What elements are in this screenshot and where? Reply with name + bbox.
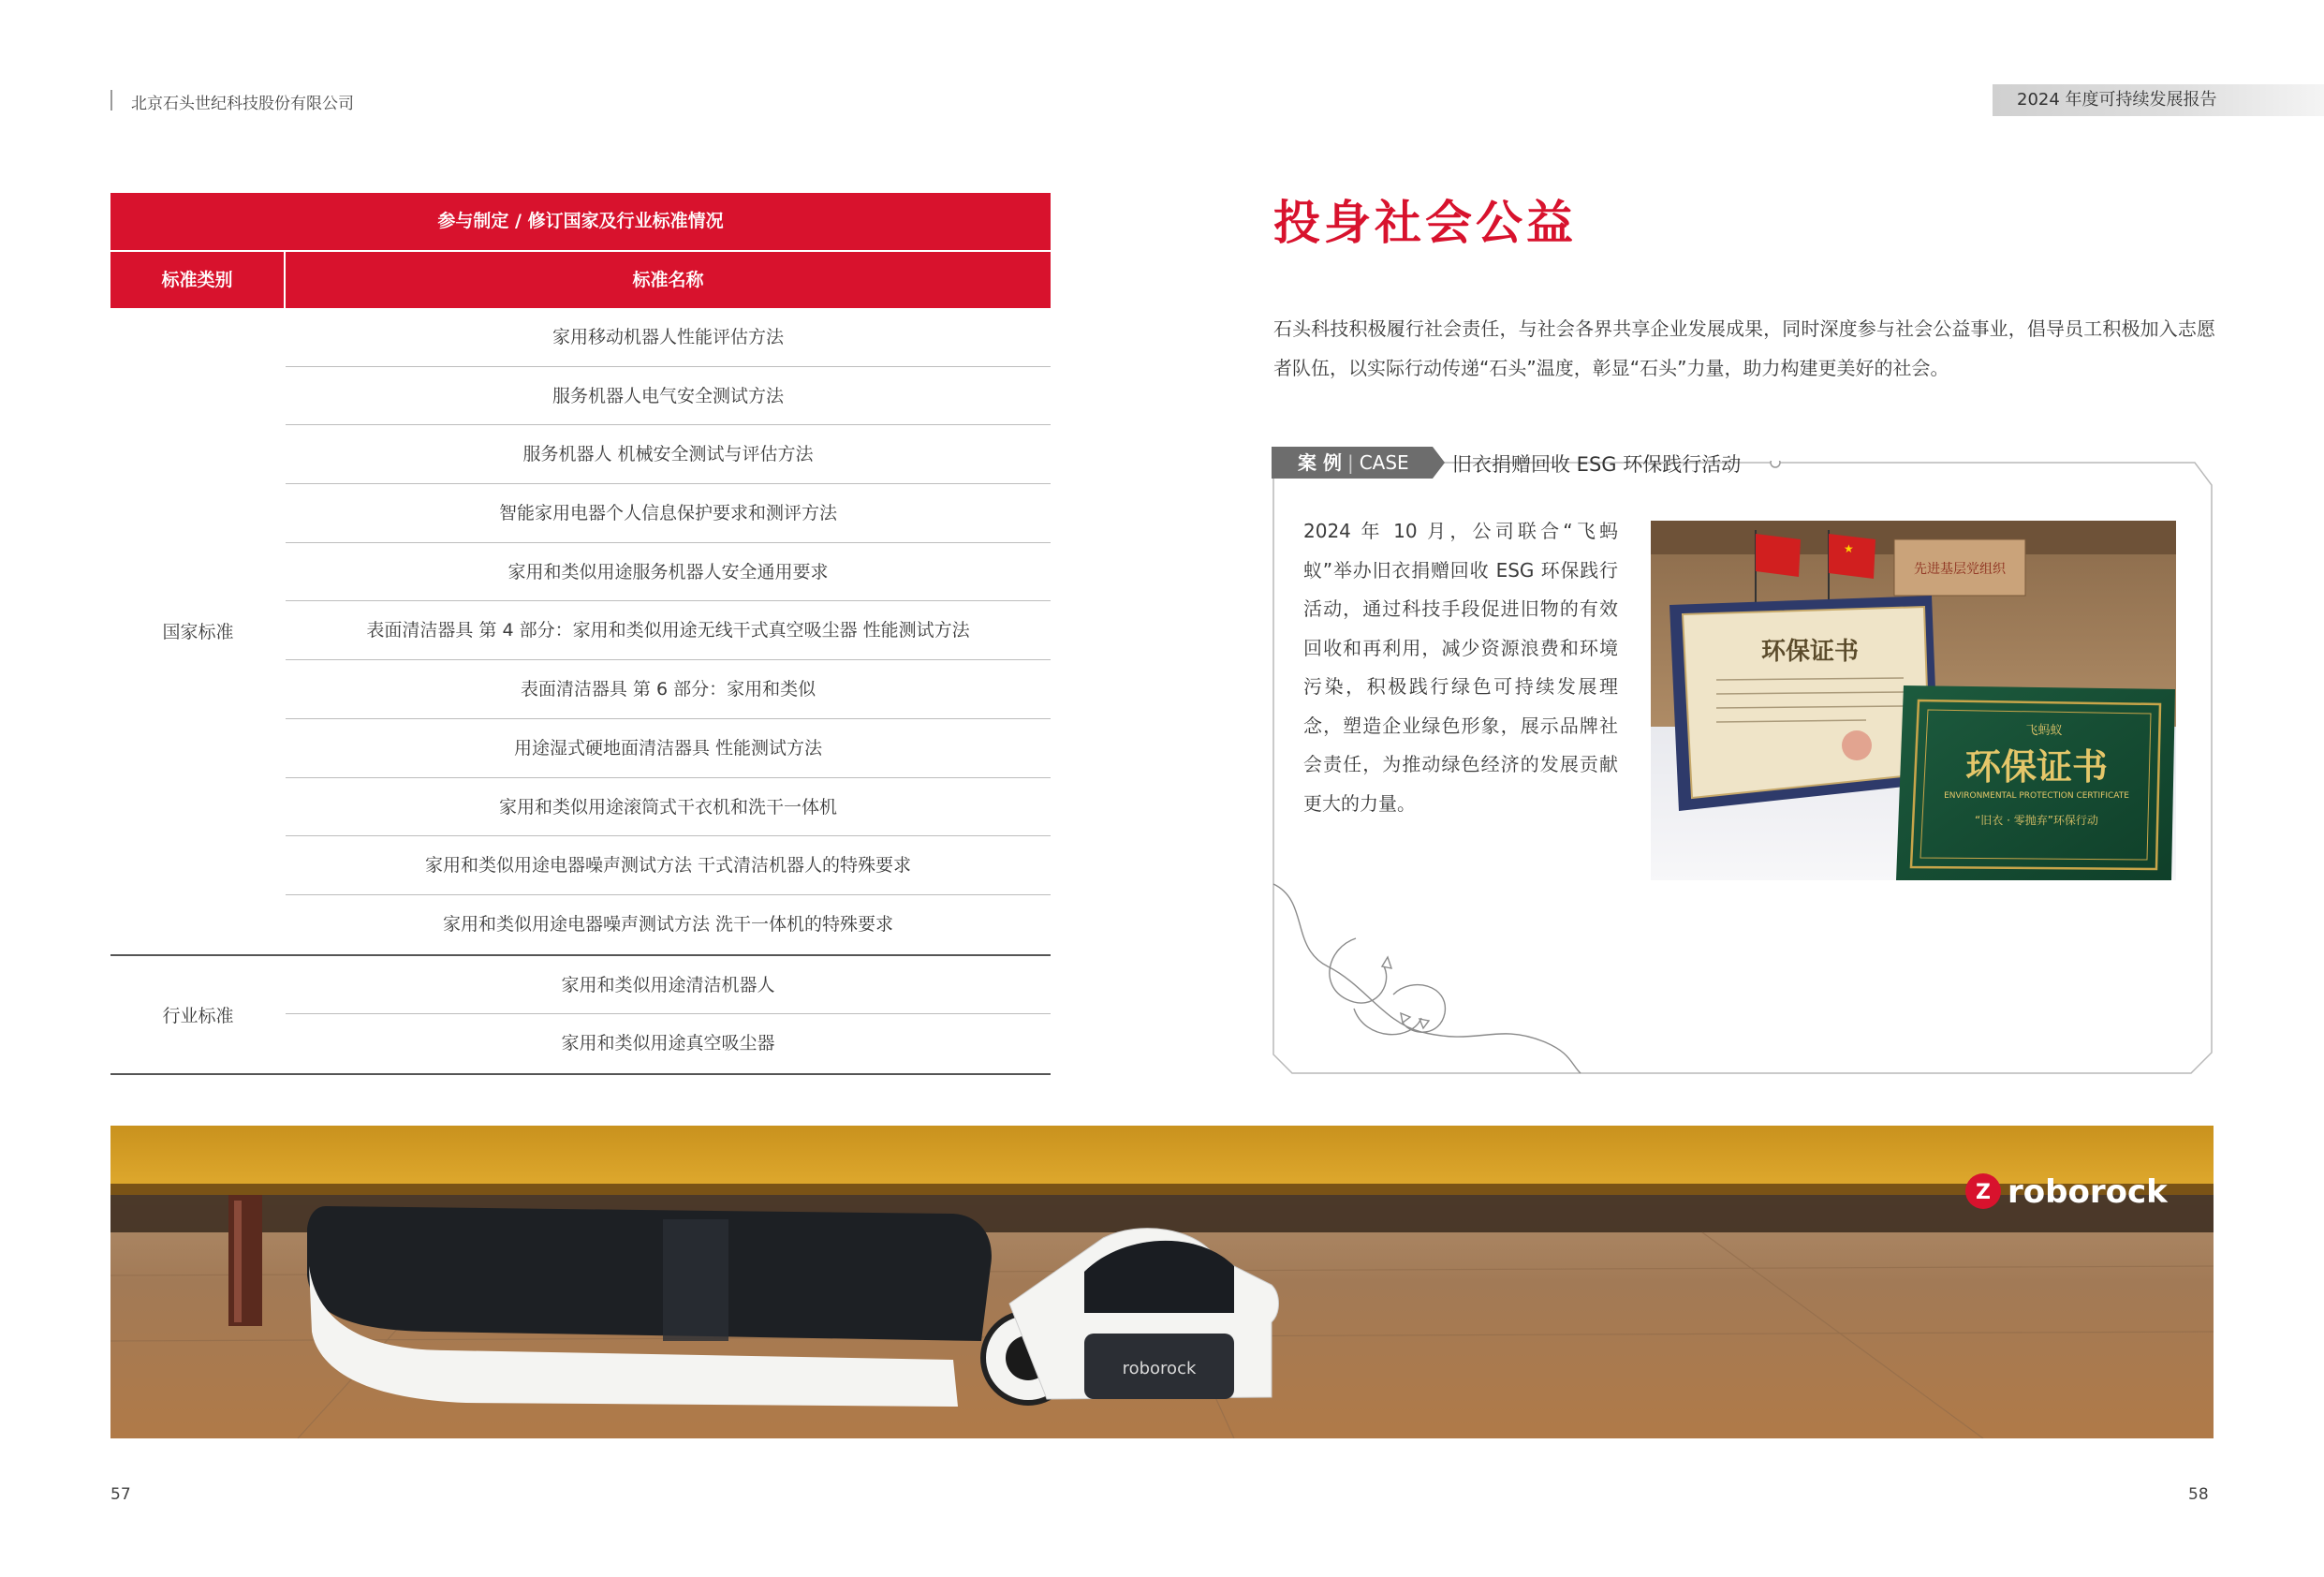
cert-title: 环保证书: [1964, 746, 2109, 788]
device-label: roborock: [1122, 1359, 1197, 1378]
section-title: 投身社会公益: [1273, 196, 1577, 250]
recycle-doodle-icon: [1273, 884, 1581, 1073]
table-row: 家用移动机器人性能评估方法: [286, 308, 1051, 367]
table-row: 服务机器人 机械安全测试与评估方法: [286, 425, 1051, 484]
section-intro: 石头科技积极履行社会责任，与社会各界共享企业发展成果，同时深度参与社会公益事业，倡导员工积极加入志愿者队伍，以实际行动传递“石头”温度，彰显“石头”力量，助力构建更美好的社会。: [1273, 317, 2215, 379]
table-title: 参与制定 / 修订国家及行业标准情况: [110, 193, 1051, 250]
table-row: 智能家用电器个人信息保护要求和测评方法: [286, 484, 1051, 543]
header-name: 标准名称: [632, 270, 704, 290]
table-row: 家用和类似用途电器噪声测试方法 干式清洁机器人的特殊要求: [286, 836, 1051, 895]
cert-en: ENVIRONMENTAL PROTECTION CERTIFICATE: [1944, 791, 2129, 801]
brand-logo: roborock: [2008, 1173, 2168, 1211]
page-number-right: 58: [2188, 1485, 2209, 1504]
cert-brand: 飞蚂蚁: [2025, 724, 2063, 738]
table-row: 家用和类似用途真空吸尘器: [561, 1033, 775, 1054]
table-row: 表面清洁器具 第 6 部分：家用和类似: [286, 660, 1051, 719]
svg-text:★: ★: [1844, 542, 1854, 555]
standards-table: [110, 193, 1051, 1075]
page-number-left: 57: [110, 1485, 131, 1504]
case-tag: [1272, 447, 1433, 479]
table-row: 用途湿式硬地面清洁器具 性能测试方法: [286, 719, 1051, 778]
case-tag-cn: 案 例: [1298, 451, 1342, 474]
header-category: 标准类别: [110, 252, 286, 308]
category-label: 行业标准: [162, 1005, 234, 1026]
category-label: 国家标准: [162, 622, 234, 643]
wall-sign: 先进基层党组织: [1914, 562, 2006, 577]
table-header-row: [110, 250, 1051, 308]
product-banner: [110, 1126, 2214, 1438]
group-national: [110, 308, 1051, 956]
report-title: 2024 年度可持续发展报告: [1993, 84, 2324, 116]
table-row: 服务机器人电气安全测试方法: [286, 367, 1051, 426]
table-row: 家用和类似用途电器噪声测试方法 洗干一体机的特殊要求: [442, 913, 894, 935]
table-row: 家用和类似用途服务机器人安全通用要求: [286, 543, 1051, 602]
table-row: 家用和类似用途清洁机器人: [286, 956, 1051, 1015]
cert-white-title: 环保证书: [1760, 638, 1860, 666]
svg-text:Z: Z: [1976, 1181, 1991, 1204]
cert-activity: “旧衣 · 零抛弃”环保行动: [1975, 814, 2098, 827]
case-title: 旧衣捐赠回收 ESG 环保践行活动: [1452, 453, 1742, 476]
table-row: 家用和类似用途滚筒式干衣机和洗干一体机: [286, 778, 1051, 837]
certificate-photo: [1651, 521, 2176, 880]
header-divider: [110, 90, 112, 111]
company-name: 北京石头世纪科技股份有限公司: [131, 95, 354, 113]
case-tag-en: CASE: [1359, 451, 1409, 474]
group-industry: [110, 956, 1051, 1075]
case-text: 2024 年 10 月，公司联合“飞蚂蚁”举办旧衣捐赠回收 ESG 环保践行活动，通过科技手段促进旧物的有效回收和再利用，减少资源浪费和环境污染，积极践行绿色可持续发展理念，塑造企业绿色形象，展示品牌社会责任，为推动绿色经济的发展贡献更大的力量。: [1303, 520, 1618, 815]
case-tag-separator: |: [1346, 451, 1354, 474]
table-row: 表面清洁器具 第 4 部分：家用和类似用途无线干式真空吸尘器 性能测试方法: [286, 601, 1051, 660]
